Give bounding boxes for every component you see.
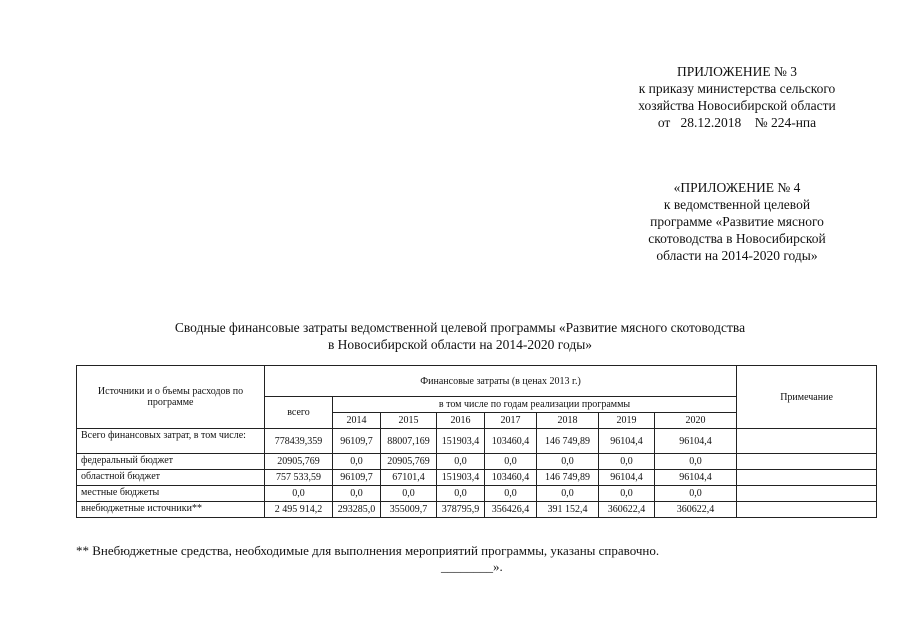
- appendix-3-header: [612, 63, 862, 131]
- row-value: 0,0: [599, 486, 655, 502]
- row-value: 360622,4: [655, 502, 737, 518]
- appendix-3-line-4: от 28.12.2018 № 224-нпа: [657, 115, 817, 130]
- header-note: Примечание: [737, 366, 877, 429]
- row-source: местные бюджеты: [77, 486, 265, 502]
- appendix-3-line-2: к приказу министерства сельского: [638, 81, 836, 96]
- table-row: [77, 486, 877, 502]
- header-sources: Источники и о бъемы расходов по программе: [77, 366, 265, 429]
- row-total: 778439,359: [265, 429, 333, 454]
- row-value: 356426,4: [485, 502, 537, 518]
- row-total: 0,0: [265, 486, 333, 502]
- row-value: 96104,4: [655, 470, 737, 486]
- row-value: 391 152,4: [537, 502, 599, 518]
- row-source: федеральный бюджет: [77, 454, 265, 470]
- appendix-3-line-1: ПРИЛОЖЕНИЕ № 3: [676, 64, 798, 79]
- row-value: 0,0: [655, 486, 737, 502]
- header-year: 2018: [537, 413, 599, 429]
- row-value: 96109,7: [333, 470, 381, 486]
- appendix-4-line-5: области на 2014-2020 годы»: [656, 248, 818, 263]
- row-value: 146 749,89: [537, 470, 599, 486]
- header-year: 2020: [655, 413, 737, 429]
- row-value: 0,0: [381, 486, 437, 502]
- row-source: внебюджетные источники**: [77, 502, 265, 518]
- row-value: 88007,169: [381, 429, 437, 454]
- header-financial-costs: Финансовые затраты (в ценах 2013 г.): [265, 366, 737, 397]
- row-source: Всего финансовых затрат, в том числе:: [77, 429, 265, 454]
- row-source: областной бюджет: [77, 470, 265, 486]
- row-total: 2 495 914,2: [265, 502, 333, 518]
- header-by-years: в том числе по годам реализации программы: [333, 397, 737, 413]
- row-value: 0,0: [537, 486, 599, 502]
- table-row: [77, 429, 877, 454]
- row-value: 96109,7: [333, 429, 381, 454]
- header-year: 2014: [333, 413, 381, 429]
- closing-mark: ________».: [441, 559, 503, 574]
- row-value: 96104,4: [599, 429, 655, 454]
- row-value: 0,0: [485, 454, 537, 470]
- row-value: 0,0: [485, 486, 537, 502]
- financial-costs-table: [76, 365, 877, 518]
- row-value: 0,0: [437, 486, 485, 502]
- row-note: [737, 486, 877, 502]
- document-title: [60, 319, 860, 353]
- row-value: 146 749,89: [537, 429, 599, 454]
- appendix-4-line-2: к ведомственной целевой: [663, 197, 811, 212]
- row-value: 0,0: [333, 486, 381, 502]
- row-value: 360622,4: [599, 502, 655, 518]
- document-title-line-1: Сводные финансовые затраты ведомственной целевой программы «Развитие мясного скотоводства: [174, 320, 746, 335]
- appendix-4-line-1: «ПРИЛОЖЕНИЕ № 4: [673, 180, 801, 195]
- appendix-4-line-4: скотоводства в Новосибирской: [648, 231, 826, 246]
- header-year: 2017: [485, 413, 537, 429]
- row-value: 0,0: [599, 454, 655, 470]
- row-value: 96104,4: [599, 470, 655, 486]
- row-note: [737, 502, 877, 518]
- row-total: 757 533,59: [265, 470, 333, 486]
- header-year: 2019: [599, 413, 655, 429]
- row-value: 0,0: [655, 454, 737, 470]
- row-value: 96104,4: [655, 429, 737, 454]
- appendix-4-header: [612, 179, 862, 264]
- appendix-3-line-3: хозяйства Новосибирской области: [638, 98, 836, 113]
- appendix-4-line-3: программе «Развитие мясного: [650, 214, 824, 229]
- row-value: 355009,7: [381, 502, 437, 518]
- table-row: [77, 470, 877, 486]
- row-note: [737, 429, 877, 454]
- row-value: 67101,4: [381, 470, 437, 486]
- header-year: 2015: [381, 413, 437, 429]
- row-value: 103460,4: [485, 470, 537, 486]
- row-value: 151903,4: [437, 429, 485, 454]
- table-row: [77, 502, 877, 518]
- row-value: 0,0: [537, 454, 599, 470]
- header-total: всего: [265, 397, 333, 429]
- row-value: 103460,4: [485, 429, 537, 454]
- row-value: 0,0: [437, 454, 485, 470]
- row-note: [737, 470, 877, 486]
- row-note: [737, 454, 877, 470]
- row-value: 293285,0: [333, 502, 381, 518]
- row-value: 0,0: [333, 454, 381, 470]
- row-value: 151903,4: [437, 470, 485, 486]
- footnote: ** Внебюджетные средства, необходимые для выполнения мероприятий программы, указаны справочно.: [76, 543, 660, 558]
- row-total: 20905,769: [265, 454, 333, 470]
- header-year: 2016: [437, 413, 485, 429]
- row-value: 20905,769: [381, 454, 437, 470]
- table-row: [77, 454, 877, 470]
- row-value: 378795,9: [437, 502, 485, 518]
- document-title-line-2: в Новосибирской области на 2014-2020 годы»: [327, 337, 593, 352]
